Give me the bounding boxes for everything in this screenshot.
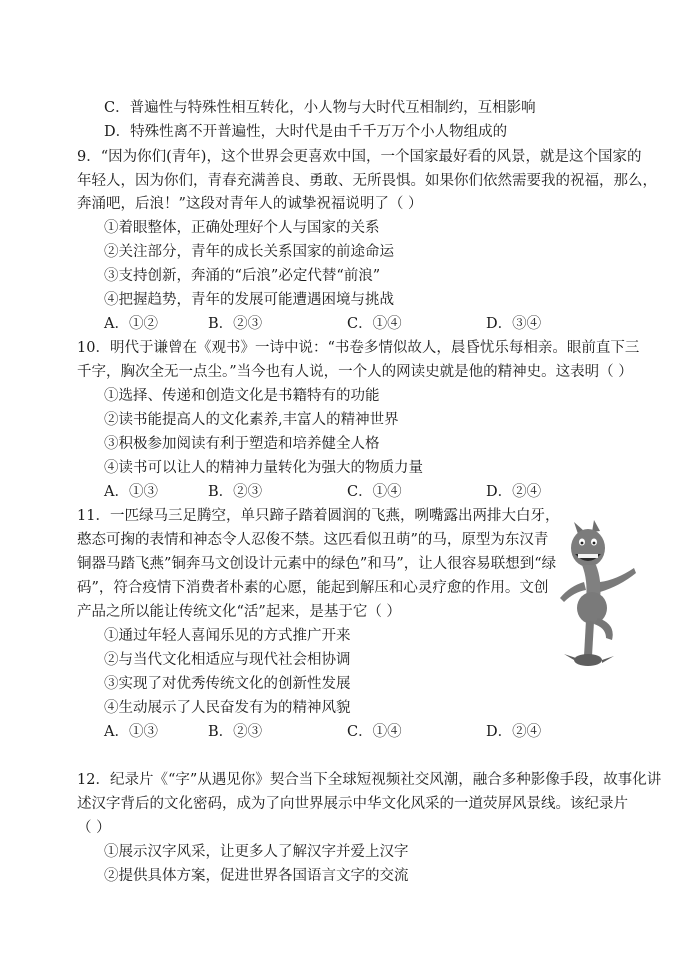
q12-item-2: ②提供具体方案，促进世界各国语言文字的交流 (104, 868, 409, 884)
q9-item-3: ③支持创新，奔涌的“后浪”必定代替“前浪” (104, 268, 381, 284)
q10-choice-b: B．②③ (208, 484, 263, 500)
q10-item-1: ①选择、传递和创造文化是书籍特有的功能 (104, 388, 380, 404)
q8-option-c: C．普遍性与特殊性相互转化，小人物与大时代互相制约，互相影响 (104, 100, 536, 116)
q10-item-4: ④读书可以让人的精神力量转化为强大的物质力量 (104, 460, 423, 476)
q10-choice-d: D．②④ (486, 484, 542, 500)
q9-item-4: ④把握趋势，青年的发展可能遭遇困境与挑战 (104, 292, 394, 308)
q11-choice-b: B．②③ (208, 724, 263, 740)
q10-choice-a: A．①③ (104, 484, 158, 500)
q9-stem-line-3: 奔涌吧，后浪！”这段对青年人的诚挚祝福说明了（ ） (77, 196, 423, 212)
q11-stem-line-2: 憨态可掬的表情和神态令人忍俊不禁。这匹看似丑萌”的马，原型为东汉青 (77, 532, 549, 548)
q9-choice-c: C．①④ (347, 316, 402, 332)
q11-stem-line-4: 码”，符合疫情下消费者朴素的心愿，能起到解压和心灵疗愈的作用。文创 (77, 580, 549, 596)
q11-item-4: ④生动展示了人民奋发有为的精神风貌 (104, 700, 351, 716)
q10-stem-line-2: 千字，胸次全无一点尘。”当今也有人说，一个人的网读史就是他的精神史。这表明（ ） (77, 364, 633, 380)
q11-stem-line-1: 11．一匹绿马三足腾空，单只蹄子踏着圆润的飞燕，咧嘴露出两排大白牙， (77, 508, 560, 524)
q9-choice-a: A．①② (104, 316, 158, 332)
q9-stem-line-2: 年轻人，因为你们，青春充满善良、勇敢、无所畏惧。如果你们依然需要我的祝福，那么， (77, 173, 657, 189)
q10-item-3: ③积极参加阅读有利于塑造和培养健全人格 (104, 436, 380, 452)
q12-stem-line-2: 述汉字背后的文化密码，成为了向世界展示中华文化风采的一道荧屏风景线。该纪录片 (77, 796, 628, 812)
q11-stem-line-5: 产品之所以能让传统文化“活”起来，是基于它（ ） (77, 604, 401, 620)
q11-choice-a: A．①③ (104, 724, 158, 740)
q10-stem-line-1: 10．明代于谦曾在《观书》一诗中说：“书卷多情似故人，晨昏忧乐每相亲。眼前直下三 (77, 340, 640, 356)
q12-stem-line-3: （ ） (77, 820, 111, 836)
q12-item-1: ①展示汉字风采，让更多人了解汉字并爱上汉字 (104, 844, 409, 860)
q11-choice-c: C．①④ (347, 724, 402, 740)
q10-item-2: ②读书能提高人的文化素养,丰富人的精神世界 (104, 412, 399, 428)
q11-item-3: ③实现了对优秀传统文化的创新性发展 (104, 676, 351, 692)
q8-option-d: D．特殊性离不开普遍性，大时代是由千千万万个小人物组成的 (104, 124, 508, 140)
q12-stem-line-1: 12．纪录片《“字”从遇见你》契合当下全球短视频社交风潮，融合多种影像手段，故事化讲 (77, 772, 662, 788)
q11-item-1: ①通过年轻人喜闻乐见的方式推广开来 (104, 628, 351, 644)
q11-choice-d: D．②④ (486, 724, 542, 740)
q11-stem-line-3: 铜器马踏飞燕”铜奔马文创设计元素中的绿色”和马”，让人很容易联想到“绿 (77, 556, 557, 572)
q9-choice-b: B．②③ (208, 316, 263, 332)
q9-stem-line-1: 9．“因为你们(青年)，这个世界会更喜欢中国，一个国家最好看的风景，就是这个国家的 (77, 149, 642, 165)
green-horse-figure-image (560, 520, 636, 670)
q9-item-2: ②关注部分，青年的成长关系国家的前途命运 (104, 244, 394, 260)
q11-item-2: ②与当代文化相适应与现代社会相协调 (104, 652, 351, 668)
q9-choice-d: D．③④ (486, 316, 542, 332)
q9-item-1: ①着眼整体，正确处理好个人与国家的关系 (104, 220, 380, 236)
q10-choice-c: C．①④ (347, 484, 402, 500)
